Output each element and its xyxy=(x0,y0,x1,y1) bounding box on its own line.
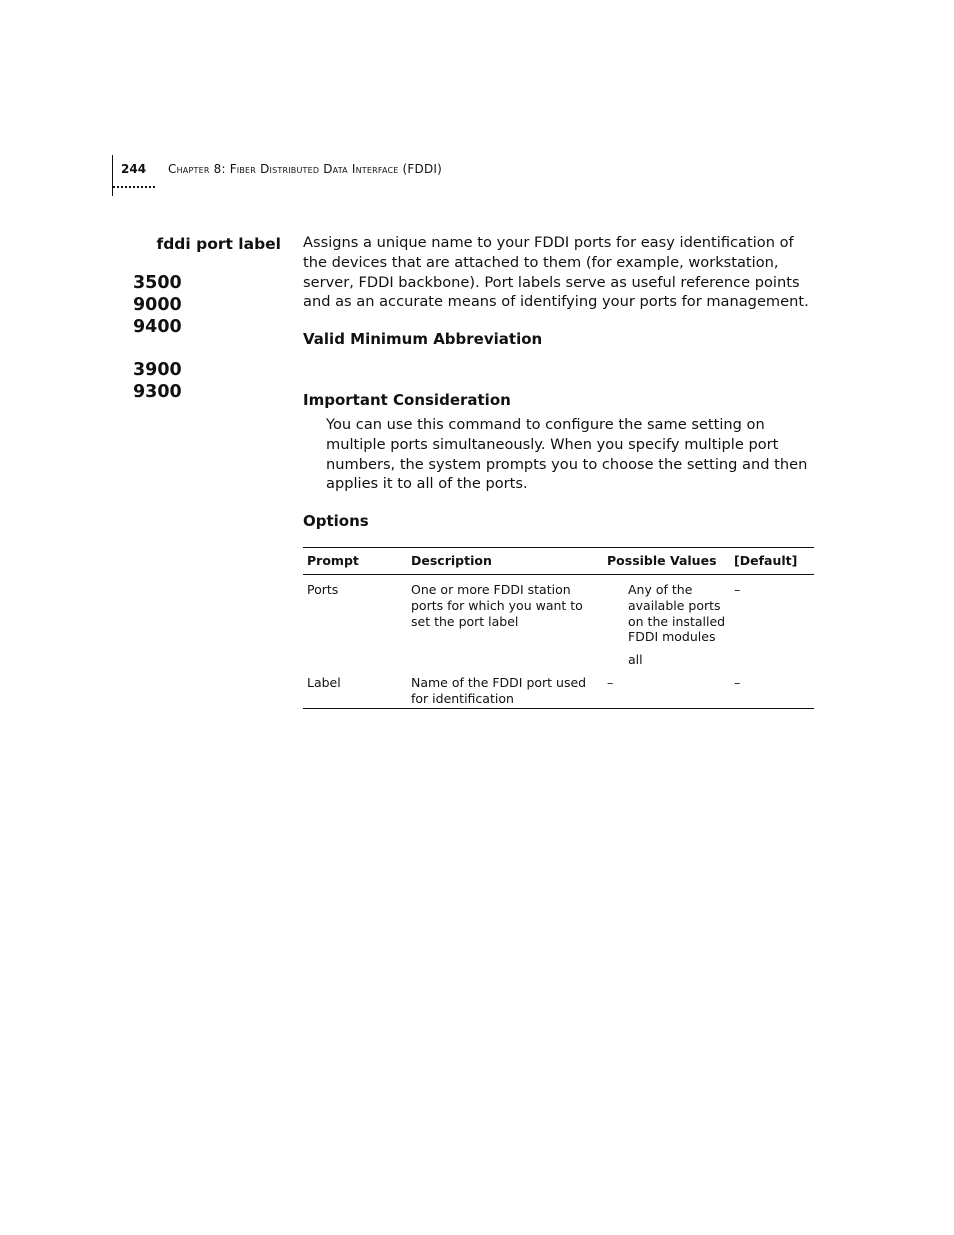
cell-possible-values: Any of the available ports on the installed FDDI modules xyxy=(628,582,726,645)
platform-number: 3500 xyxy=(133,273,182,293)
header-default: [Default] xyxy=(734,553,798,568)
header-vertical-rule xyxy=(112,155,113,196)
page-number: 244 xyxy=(121,162,147,176)
header-dotted-rule xyxy=(113,186,155,188)
cell-possible-values-extra: all xyxy=(628,652,643,667)
options-heading: Options xyxy=(303,512,369,530)
table-row xyxy=(303,575,814,668)
platform-number: 9000 xyxy=(133,295,182,315)
valid-min-abbrev-heading: Valid Minimum Abbreviation xyxy=(303,330,543,348)
chapter-title: Chapter 8: Fiber Distributed Data Interface (FDDI) xyxy=(168,162,443,176)
cell-default: – xyxy=(734,582,741,597)
cell-description: One or more FDDI station ports for which you want to set the port label xyxy=(411,582,583,629)
cell-description: Name of the FDDI port used for identification xyxy=(411,675,587,706)
header-possible-values: Possible Values xyxy=(607,553,717,568)
table-header-row xyxy=(303,548,814,575)
platform-group-2 xyxy=(133,359,182,403)
important-consideration-heading: Important Consideration xyxy=(303,391,511,409)
header-description: Description xyxy=(411,553,492,568)
platform-number: 9400 xyxy=(133,317,182,337)
platform-group-1 xyxy=(133,272,182,338)
options-table xyxy=(303,547,814,709)
cell-prompt: Label xyxy=(307,675,341,690)
platform-number: 3900 xyxy=(133,360,182,380)
table-row xyxy=(303,668,814,708)
platform-number: 9300 xyxy=(133,382,182,402)
cell-prompt: Ports xyxy=(307,582,339,597)
platform-list xyxy=(133,272,182,424)
command-name: fddi port label xyxy=(156,235,281,253)
cell-possible-values: – xyxy=(607,675,614,690)
header-prompt: Prompt xyxy=(307,553,359,568)
intro-paragraph: Assigns a unique name to your FDDI ports for easy identification of the devices that are attached to them (for example, workstation, server, FDDI backbone). Port labels serve as useful reference points and as an accurate means of identifying your ports for management. xyxy=(303,234,809,311)
cell-default: – xyxy=(734,675,741,690)
important-consideration-text: You can use this command to configure the same setting on multiple ports simultaneously. When you specify multiple port numbers, the system prompts you to choose the setting and then applies it to all of the ports. xyxy=(326,416,808,493)
